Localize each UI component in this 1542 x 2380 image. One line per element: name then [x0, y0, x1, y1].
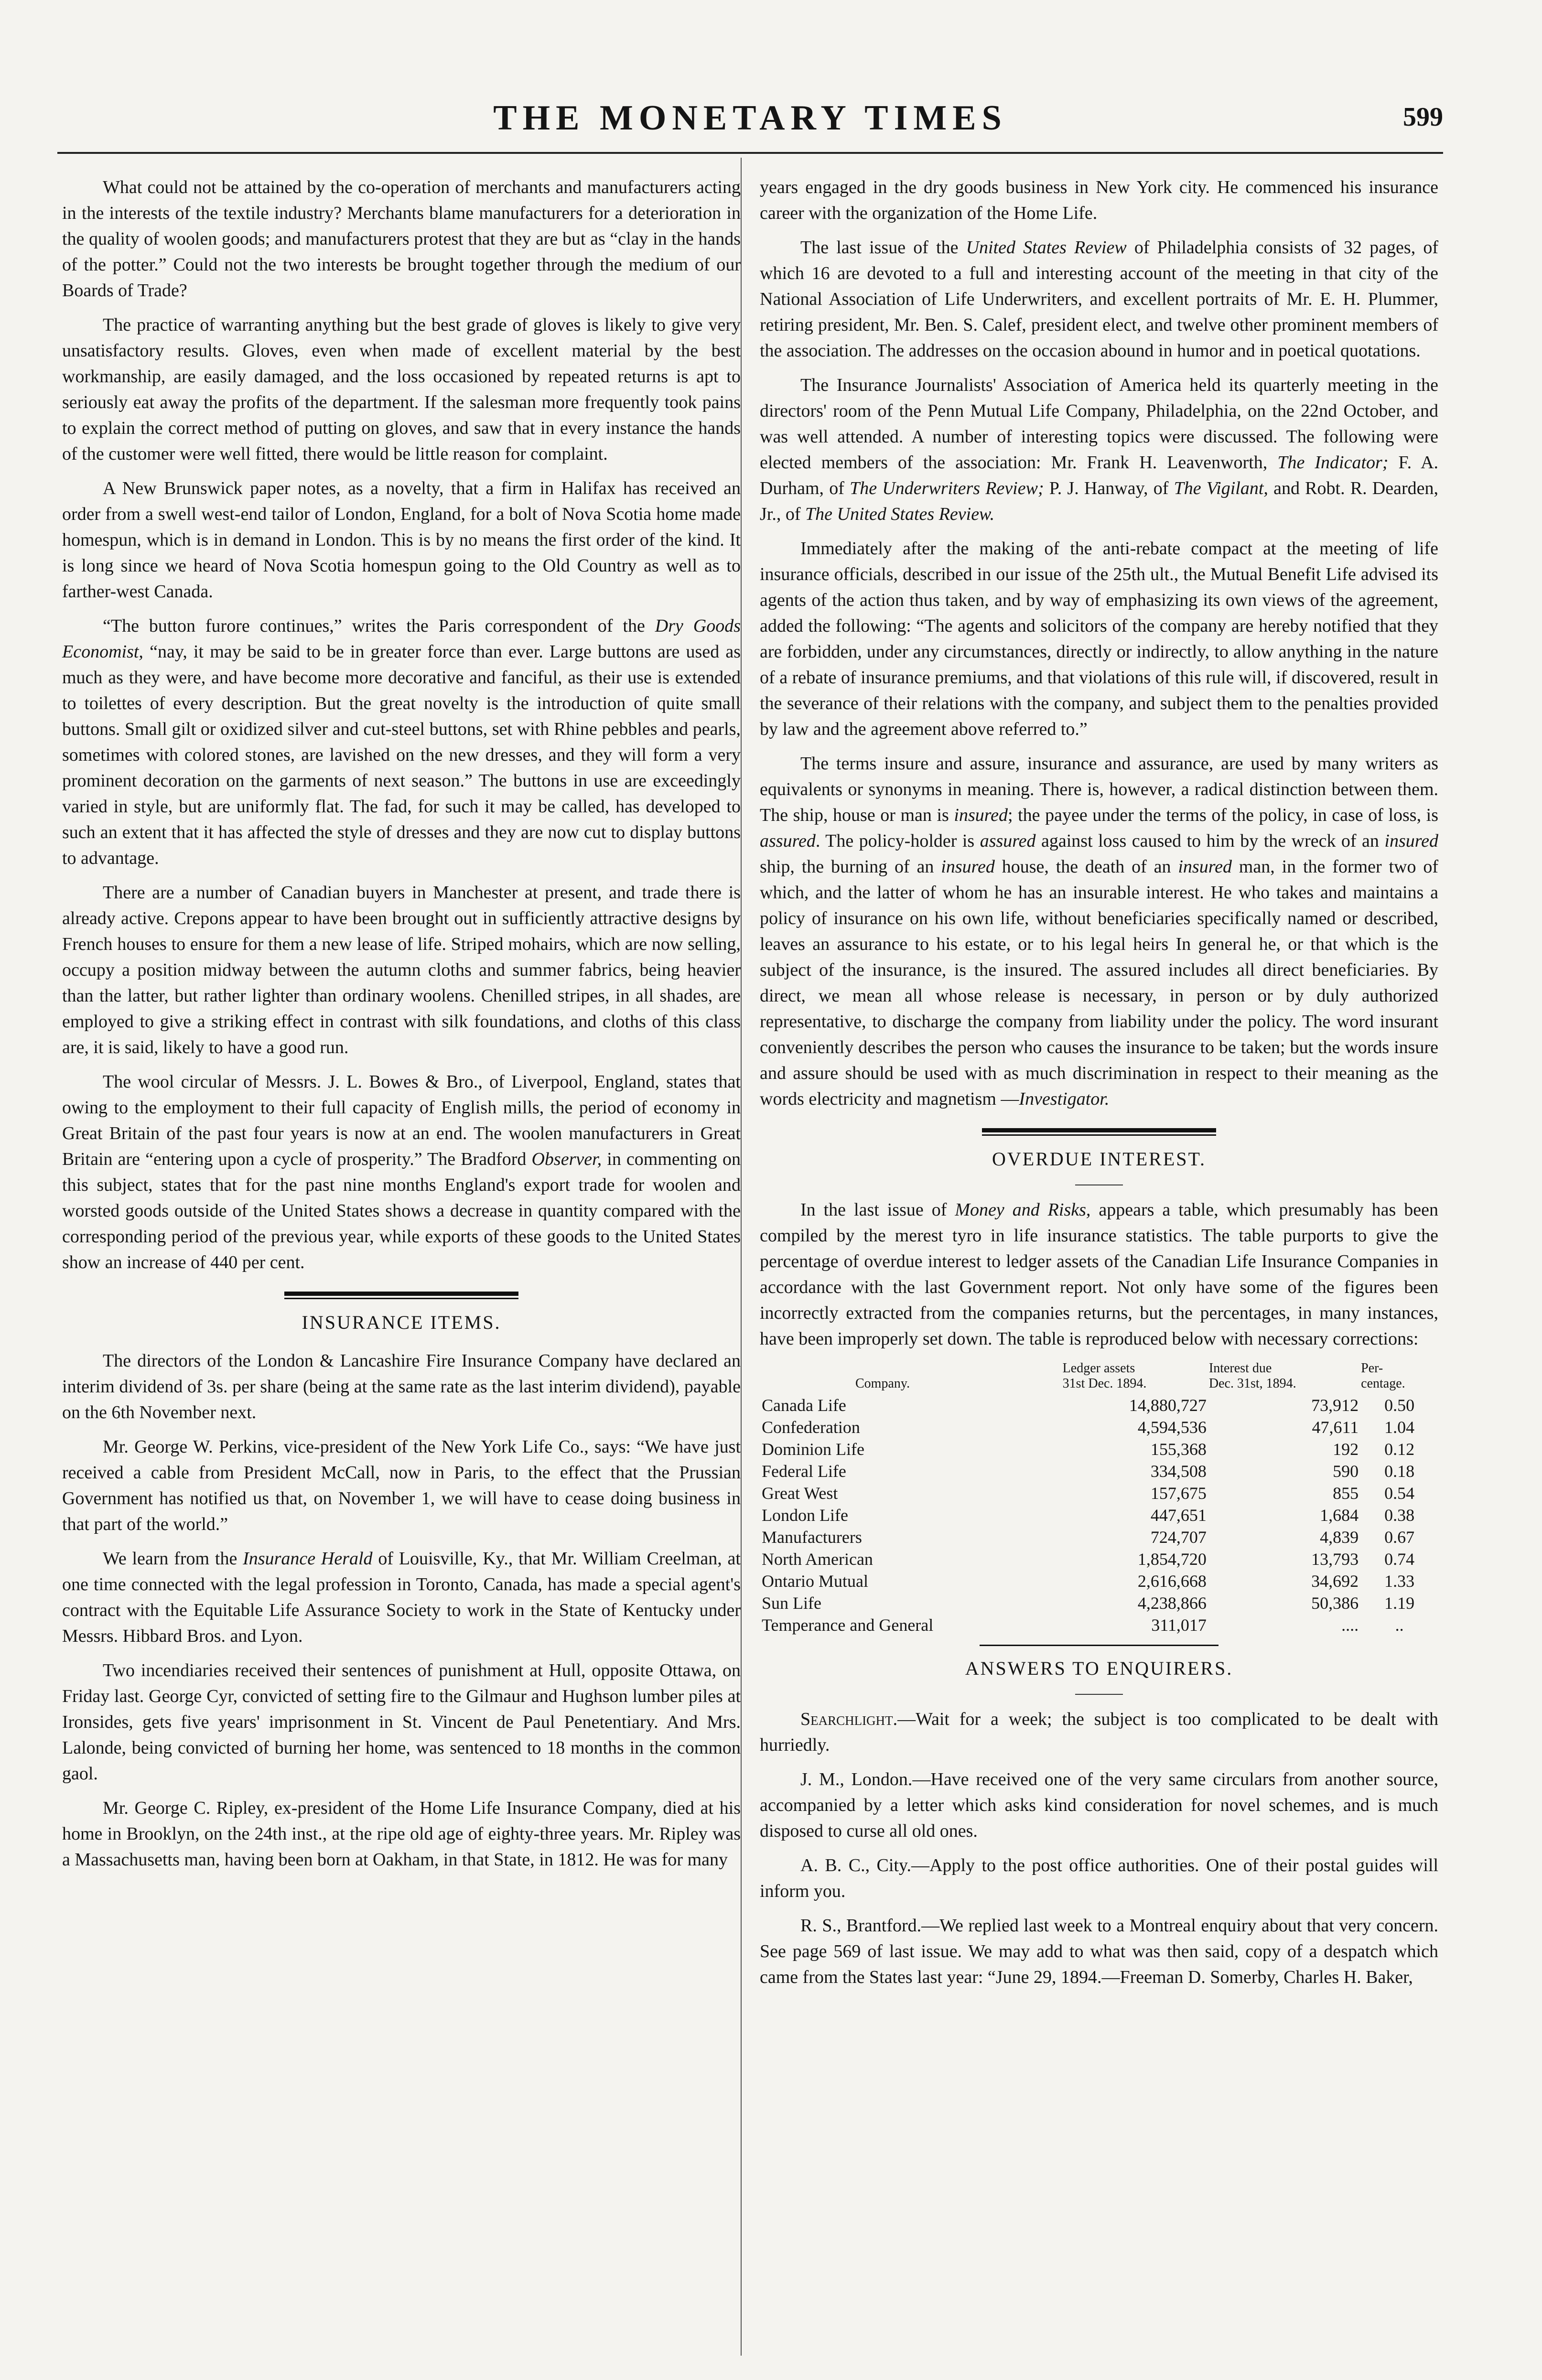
table-row [760, 1548, 1438, 1570]
table-row [760, 1526, 1438, 1548]
paragraph: In the last issue of Money and Risks, appears a table, which presumably has been compiled by the merest tyro in life insurance statistics. The table purports to give the percentage of overdue interest to ledger assets of the Canadian Life Insurance Companies in accordance with the last Government report. Not only have some of the figures been incorrectly extracted from the companies returns, but the percentages, in many instances, have been improperly set down. The table is reproduced below with necessary corrections: [760, 1200, 1438, 1349]
left-column [62, 174, 741, 1881]
paragraph: The last issue of the United States Review of Philadelphia consists of 32 pages, of which 16 are devoted to a full and interesting account of the meeting in that city of the National Association of Life Underwriters, and excellent portraits of Mr. E. H. Plummer, retiring president, Mr. Ben. S. Calef, president elect, and twelve other prominent members of the association. The addresses on the occasion abound in humor and in poetical quotations. [760, 237, 1438, 361]
cell-interest-due: 4,839 [1320, 1528, 1359, 1547]
paragraph: “The button furore continues,” writes the Paris correspondent of the Dry Goods Economist, “nay, it may be said to be in greater force than ever. Large buttons are used as much as they were, and have become more decorative and fanciful, as their use is extended to toilettes of every description. But the great novelty is the introduction of quite small buttons. Small gilt or oxidized silver and cut-steel buttons, set with Rhine pebbles and pearls, sometimes with colored stones, are lavished on the new dresses, and they will form a very prominent decoration on the garments of next season.” The buttons in use are exceedingly varied in style, but are uniformly flat. The fad, for such it may be called, has developed to such an extent that it has affected the style of dresses and they are now cut to display buttons to advantage. [62, 616, 741, 868]
cell-interest-due: 47,611 [1312, 1418, 1359, 1437]
cell-interest-due: 1,684 [1320, 1506, 1359, 1525]
cell-interest-due: 192 [1333, 1440, 1359, 1459]
cell-ledger-assets: 724,707 [1150, 1528, 1207, 1547]
cell-interest-due: .... [1341, 1615, 1359, 1635]
cell-ledger-assets: 4,594,536 [1137, 1418, 1207, 1437]
table-header-row [760, 1360, 1438, 1394]
cell-percentage: 0.50 [1384, 1396, 1415, 1415]
table-row [760, 1482, 1438, 1504]
cell-percentage: 1.19 [1384, 1594, 1415, 1613]
paragraph: What could not be attained by the co-operation of merchants and manufacturers acting in the interests of the textile industry? Merchants blame manufacturers for a deterioration in the quality of woolen goods; and manufacturers protest that they are but as “clay in the hands of the potter.” Could not the two interests be brought together through the medium of our Boards of Trade? [62, 177, 741, 301]
cell-ledger-assets: 311,017 [1151, 1615, 1207, 1635]
cell-interest-due: 590 [1333, 1462, 1359, 1481]
paragraph: Two incendiaries received their sentences of punishment at Hull, opposite Ottawa, on Friday last. George Cyr, convicted of setting fire to the Gilmaur and Hughson lumber piles at Ironsides, gets five years' imprisonment in St. Vincent de Paul Penetentiary. And Mrs. Lalonde, being convicted of burning her home, was sentenced to 18 months in the common gaol. [62, 1660, 741, 1784]
cell-ledger-assets: 334,508 [1150, 1462, 1207, 1481]
cell-percentage: 0.18 [1384, 1462, 1415, 1481]
cell-company: Manufacturers [762, 1528, 862, 1547]
cell-ledger-assets: 157,675 [1150, 1484, 1207, 1503]
paragraph: Mr. George W. Perkins, vice-president of the New York Life Co., says: “We have just received a cable from President McCall, now in Paris, to the effect that the Prussian Government has notified us that, on November 1, we will have to cease doing business in that part of the world.” [62, 1437, 741, 1534]
cell-ledger-assets: 1,854,720 [1137, 1550, 1207, 1569]
paragraph: The directors of the London & Lancashire Fire Insurance Company have declared an interim dividend of 3s. per share (being at the same rate as the last interim dividend), payable on the 6th November next. [62, 1351, 741, 1422]
table-row [760, 1438, 1438, 1460]
cell-ledger-assets: 2,616,668 [1137, 1572, 1207, 1591]
right-column [760, 174, 1438, 1999]
table-row [760, 1570, 1438, 1592]
cell-company: Great West [762, 1484, 838, 1503]
column-divider [741, 158, 742, 2356]
paragraph: A New Brunswick paper notes, as a novelty, that a firm in Halifax has received an order from a swell west-end tailor of London, England, for a bolt of Nova Scotia home made homespun, which is in demand in London. This is by no means the first order of the kind. It is long since we heard of Nova Scotia homespun going to the Old Country as well as to farther-west Canada. [62, 478, 741, 602]
cell-company: Federal Life [762, 1462, 846, 1481]
paragraph: Immediately after the making of the anti-rebate compact at the meeting of life insurance officials, described in our issue of the 25th ult., the Mutual Benefit Life advised its agents of the action thus taken, and by way of emphasizing its own views of the agreement, added the following: “The agents and solicitors of the company are hereby notified that they are forbidden, under any circumstances, directly or indirectly, to allow anything in the nature of a rebate of insurance premiums, and that violations of this rule will, if discovered, result in the severance of their relations with the company, and subject them to the penalties provided by law and the agreement above referred to.” [760, 538, 1438, 739]
paragraph: A. B. C., City.—Apply to the post office authorities. One of their postal guides will inform you. [760, 1855, 1438, 1901]
col-header-interest: Interest due Dec. 31st, 1894. [1208, 1361, 1296, 1391]
cell-ledger-assets: 14,880,727 [1129, 1396, 1207, 1415]
cell-company: Dominion Life [762, 1440, 864, 1459]
section-heading-answers: ANSWERS TO ENQUIRERS. [965, 1658, 1233, 1679]
page-number: 599 [1403, 102, 1443, 132]
paragraph: Searchlight.—Wait for a week; the subject is too complicated to be dealt with hurriedly. [760, 1709, 1438, 1755]
paragraph: years engaged in the dry goods business in New York city. He commenced his insurance career with the organization of the Home Life. [760, 177, 1438, 223]
cell-interest-due: 855 [1333, 1484, 1359, 1503]
paragraph: We learn from the Insurance Herald of Louisville, Ky., that Mr. William Creelman, at one time connected with the legal profession in Toronto, Canada, has made a special agent's contract with the Equitable Life Assurance Society to work in the State of Kentucky under Messrs. Hibbard Bros. and Lyon. [62, 1549, 741, 1646]
table-row [760, 1394, 1438, 1416]
cell-percentage: 0.12 [1384, 1440, 1415, 1459]
section-rule [982, 1128, 1216, 1136]
page-header [57, 98, 1443, 151]
paragraph: J. M., London.—Have received one of the very same circulars from another source, accompanied by a letter which asks kind consideration for novel schemes, and is much disposed to curse all old ones. [760, 1769, 1438, 1841]
cell-percentage: 0.38 [1384, 1506, 1415, 1525]
section-rule [284, 1292, 518, 1299]
paragraph: R. S., Brantford.—We replied last week to a Montreal enquiry about that very concern. See page 569 of last issue. We may add to what was then said, copy of a despatch which came from the States last year: “June 29, 1894.—Freeman D. Somerby, Charles H. Baker, [760, 1916, 1438, 1987]
cell-company: Confederation [762, 1418, 860, 1437]
small-rule [1075, 1694, 1123, 1695]
paragraph: The wool circular of Messrs. J. L. Bowes & Bro., of Liverpool, England, states that owing to the employment to their full capacity of English mills, the period of economy in Great Britain of the past four years is now at an end. The woolen manufacturers in Great Britain are “entering upon a cycle of prosperity.” The Bradford Observer, in commenting on this subject, states that for the past nine months England's export trade for woolen and worsted goods outside of the United States shows a decrease in quantity compared with the corresponding period of the previous year, while exports of these goods to the United States show an increase of 440 per cent. [62, 1072, 741, 1272]
table-row [760, 1460, 1438, 1482]
table-rule [980, 1645, 1219, 1646]
table-row [760, 1592, 1438, 1614]
overdue-interest-table [760, 1360, 1438, 1636]
cell-percentage: 0.74 [1384, 1550, 1415, 1569]
paragraph: There are a number of Canadian buyers in Manchester at present, and trade there is already active. Crepons appear to have been brought out in sufficiently attractive designs by French houses to ensure for them a new lease of life. Striped mohairs, which are now selling, occupy a position midway between the autumn cloths and summer fabrics, being heavier than the latter, but rather lighter than ordinary woolens. Chenilled stripes, in all shades, are employed to give a striking effect in contrast with silk foundations, and cloths of this class are, it is said, likely to have a good run. [62, 883, 741, 1057]
masthead-title: THE MONETARY TIMES [493, 98, 1007, 138]
cell-company: Temperance and General [762, 1615, 934, 1635]
cell-company: Ontario Mutual [762, 1572, 868, 1591]
header-rule [57, 152, 1443, 154]
table-row [760, 1416, 1438, 1438]
col-header-company: Company. [855, 1376, 910, 1391]
paragraph: The terms insure and assure, insurance and assurance, are used by many writers as equivalents or synonyms in meaning. There is, however, a radical distinction between them. The ship, house or man is insured; the payee under the terms of the policy, in case of loss, is assured. The policy-holder is assured against loss caused to him by the wreck of an insured ship, the burning of an insured house, the death of an insured man, in the former two of which, and the latter of whom he has an insurable interest. He who takes and maintains a policy of insurance on his own life, without beneficiaries specifically named or described, leaves an assurance to his estate, or to his legal heirs In general he, or that which is the subject of the insurance, is the insured. The assured includes all direct beneficiaries. By direct, we mean all whose release is necessary, in person or by duly authorized representative, to discharge the company from liability under the policy. The word insurant conveniently describes the person who causes the insurance to be taken; but the words insure and assure should be used with as much discrimination in respect to their meaning as the words electricity and magnetism —Investigator. [760, 754, 1439, 1109]
cell-interest-due: 13,793 [1311, 1550, 1359, 1569]
cell-company: North American [762, 1550, 873, 1569]
col-header-ledger: Ledger assets 31st Dec. 1894. [1062, 1361, 1147, 1391]
cell-interest-due: 73,912 [1311, 1396, 1359, 1415]
section-heading-insurance-items: INSURANCE ITEMS. [302, 1312, 501, 1333]
cell-percentage: 1.04 [1384, 1418, 1415, 1437]
cell-interest-due: 34,692 [1311, 1572, 1359, 1591]
cell-interest-due: 50,386 [1311, 1594, 1359, 1613]
table-row [760, 1504, 1438, 1526]
col-header-percentage: Per- centage. [1361, 1361, 1405, 1391]
paragraph: Mr. George C. Ripley, ex-president of the Home Life Insurance Company, died at his home in Brooklyn, on the 24th inst., at the ripe old age of eighty-three years. Mr. Ripley was a Massachusetts man, having been born at Oakham, in that State, in 1812. He was for many [62, 1798, 741, 1870]
paragraph: The Insurance Journalists' Association of America held its quarterly meeting in the directors' room of the Penn Mutual Life Company, Philadelphia, on the 22nd October, and was well attended. A number of interesting topics were discussed. The following were elected members of the association: Mr. Frank H. Leavenworth, The Indicator; F. A. Durham, of The Underwriters Review; P. J. Hanway, of The Vigilant, and Robt. R. Dearden, Jr., of The United States Review. [760, 375, 1439, 524]
table-row [760, 1614, 1438, 1636]
cell-company: London Life [762, 1506, 848, 1525]
cell-company: Sun Life [762, 1594, 821, 1613]
cell-percentage: 1.33 [1384, 1572, 1415, 1591]
cell-percentage: 0.67 [1384, 1528, 1415, 1547]
cell-ledger-assets: 4,238,866 [1137, 1594, 1207, 1613]
cell-ledger-assets: 155,368 [1150, 1440, 1207, 1459]
section-heading-overdue-interest: OVERDUE INTEREST. [992, 1148, 1206, 1170]
paragraph: The practice of warranting anything but the best grade of gloves is likely to give very unsatisfactory results. Gloves, even when made of excellent material by the best workmanship, are easily damaged, and the loss occasioned by repeated returns is apt to seriously eat away the profits of the department. If the salesman more frequently took pains to explain the correct method of putting on gloves, and saw that in every instance the hands of the customer were well fitted, there would be little reason for complaint. [62, 315, 741, 464]
cell-company: Canada Life [762, 1396, 846, 1415]
cell-percentage: 0.54 [1384, 1484, 1415, 1503]
cell-ledger-assets: 447,651 [1150, 1506, 1207, 1525]
cell-percentage: .. [1395, 1615, 1404, 1635]
